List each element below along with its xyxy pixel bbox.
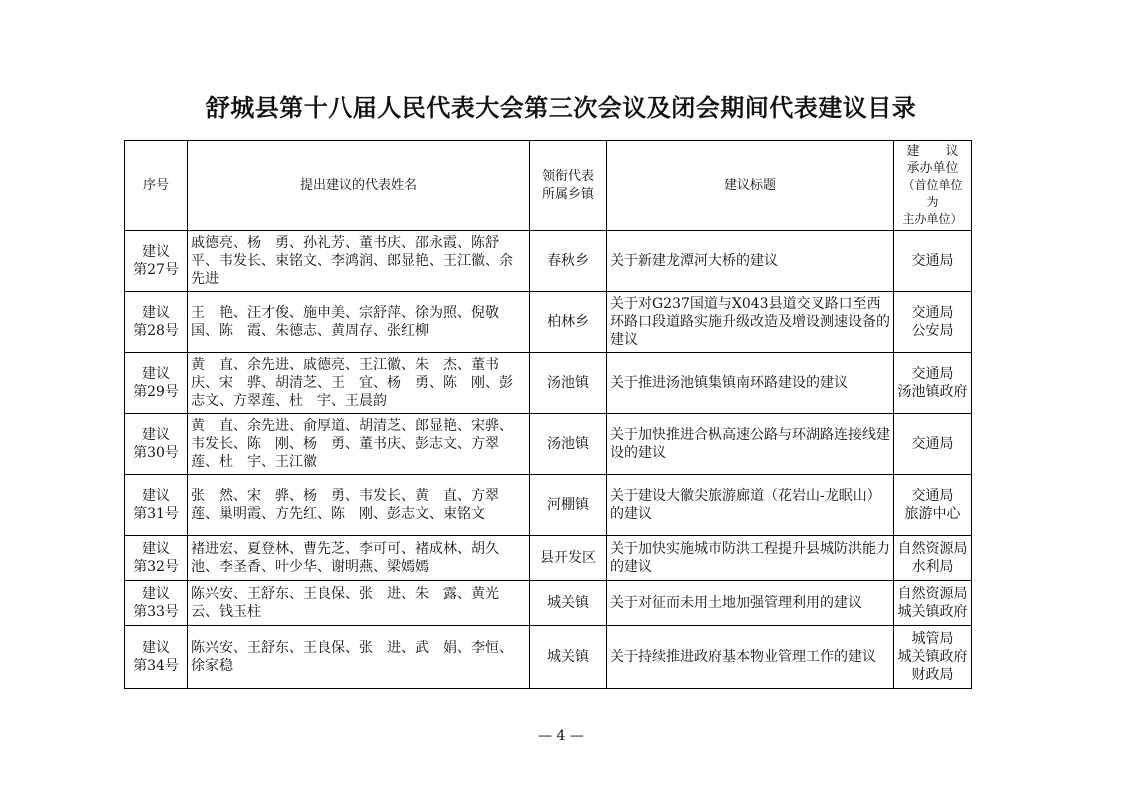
handling-units [894, 414, 972, 475]
header-title: 建议标题 [607, 141, 894, 231]
table-row [125, 353, 972, 414]
handling-unit: 财政局 [911, 667, 954, 683]
lead-town: 县开发区 [530, 536, 607, 581]
handling-units [894, 353, 972, 414]
handling-unit: 城关镇政府 [897, 649, 968, 665]
row-number-value: 第29号 [133, 384, 179, 400]
header-town [530, 141, 607, 231]
lead-town: 城关镇 [530, 581, 607, 626]
table-row [125, 475, 972, 536]
header-no: 序号 [125, 141, 188, 231]
row-number [125, 353, 188, 414]
row-number-label: 建议 [142, 541, 170, 557]
proposal-title: 关于新建龙潭河大桥的建议 [607, 231, 894, 292]
handling-unit: 公安局 [911, 323, 954, 339]
header-town-line2: 所属乡镇 [541, 186, 594, 202]
lead-town: 春秋乡 [530, 231, 607, 292]
table-row [125, 414, 972, 475]
table-row [125, 292, 972, 353]
representative-names: 王 艳、汪才俊、施申美、宗舒萍、徐为照、倪敬国、陈 霞、朱德志、黄周存、张红柳 [188, 292, 530, 353]
row-number-label: 建议 [142, 488, 170, 504]
page-title: 舒城县第十八届人民代表大会第三次会议及闭会期间代表建议目录 [205, 93, 917, 122]
header-unit-line1: 建 议 [906, 144, 959, 159]
handling-unit: 汤池镇政府 [897, 384, 968, 400]
handling-units [894, 626, 972, 689]
row-number-label: 建议 [142, 640, 170, 656]
row-number-value: 第33号 [133, 604, 179, 620]
table-header-row [125, 141, 972, 231]
row-number-value: 第27号 [133, 262, 179, 278]
lead-town: 河棚镇 [530, 475, 607, 536]
row-number [125, 231, 188, 292]
proposal-title: 关于持续推进政府基本物业管理工作的建议 [607, 626, 894, 689]
handling-unit: 水利局 [911, 559, 954, 575]
proposal-title: 关于对G237国道与X043县道交叉路口至西环路口段道路实施升级改造及增设测速设备的建议 [607, 292, 894, 353]
row-number-value: 第34号 [133, 658, 179, 674]
row-number [125, 626, 188, 689]
representative-names: 黄 直、余先进、俞厚道、胡清芝、郎显艳、宋骅、韦发长、陈 刚、杨 勇、董书庆、彭志文、方翠莲、杜 宇、王江徽 [188, 414, 530, 475]
handling-unit: 自然资源局 [897, 541, 968, 557]
handling-unit: 交通局 [911, 253, 954, 269]
handling-units [894, 475, 972, 536]
representative-names: 褚进宏、夏登林、曹先芝、李可可、褚成林、胡久池、李圣香、叶少华、谢明燕、梁嫣嫣 [188, 536, 530, 581]
lead-town: 汤池镇 [530, 414, 607, 475]
table-row [125, 536, 972, 581]
proposal-table [124, 140, 972, 689]
handling-units [894, 231, 972, 292]
lead-town: 城关镇 [530, 626, 607, 689]
row-number [125, 292, 188, 353]
proposal-title: 关于加快实施城市防洪工程提升县城防洪能力的建议 [607, 536, 894, 581]
handling-units [894, 581, 972, 626]
row-number-value: 第31号 [133, 506, 179, 522]
representative-names: 陈兴安、王舒东、王良保、张 进、朱 露、黄光云、钱玉柱 [188, 581, 530, 626]
handling-unit: 城管局 [911, 631, 954, 647]
handling-unit: 交通局 [911, 488, 954, 504]
handling-unit: 城关镇政府 [897, 604, 968, 620]
table-row [125, 231, 972, 292]
row-number [125, 581, 188, 626]
representative-names: 陈兴安、王舒东、王良保、张 进、武 娟、李恒、徐家稳 [188, 626, 530, 689]
row-number-label: 建议 [142, 305, 170, 321]
row-number-label: 建议 [142, 427, 170, 443]
row-number-value: 第32号 [133, 559, 179, 575]
handling-unit: 交通局 [911, 436, 954, 452]
row-number-label: 建议 [142, 366, 170, 382]
lead-town: 柏林乡 [530, 292, 607, 353]
lead-town: 汤池镇 [530, 353, 607, 414]
representative-names: 黄 直、余先进、戚德亮、王江徽、朱 杰、董书庆、宋 骅、胡清芝、王 宜、杨 勇、陈 刚、彭志文、方翠莲、杜 宇、王晨韵 [188, 353, 530, 414]
row-number [125, 475, 188, 536]
row-number [125, 414, 188, 475]
handling-units [894, 536, 972, 581]
table-row [125, 626, 972, 689]
handling-units [894, 292, 972, 353]
row-number-label: 建议 [142, 586, 170, 602]
representative-names: 张 然、宋 骅、杨 勇、韦发长、黄 直、方翠莲、巢明霞、方先红、陈 刚、彭志文、束铭文 [188, 475, 530, 536]
proposal-title: 关于建设大徽尖旅游廊道（花岩山-龙眠山）的建议 [607, 475, 894, 536]
header-unit-line3: （首位单位为 [902, 178, 963, 209]
proposal-title: 关于对征而未用土地加强管理利用的建议 [607, 581, 894, 626]
header-names: 提出建议的代表姓名 [188, 141, 530, 231]
handling-unit: 交通局 [911, 305, 954, 321]
handling-unit: 自然资源局 [897, 586, 968, 602]
handling-unit: 交通局 [911, 366, 954, 382]
header-town-line1: 领衔代表 [541, 168, 594, 184]
handling-unit: 旅游中心 [904, 506, 961, 522]
row-number-label: 建议 [142, 244, 170, 260]
header-unit-line4: 主办单位） [902, 212, 963, 226]
representative-names: 戚德亮、杨 勇、孙礼芳、董书庆、邵永霞、陈舒平、韦发长、束铭文、李鸿润、郎显艳、王江徽、余先进 [188, 231, 530, 292]
row-number-value: 第28号 [133, 323, 179, 339]
header-unit-line2: 承办单位 [906, 161, 959, 176]
row-number-value: 第30号 [133, 445, 179, 461]
table-row [125, 581, 972, 626]
row-number [125, 536, 188, 581]
header-unit [894, 141, 972, 231]
proposal-title: 关于推进汤池镇集镇南环路建设的建议 [607, 353, 894, 414]
proposal-title: 关于加快推进合枞高速公路与环湖路连接线建设的建议 [607, 414, 894, 475]
page-number: — 4 — [538, 728, 584, 744]
